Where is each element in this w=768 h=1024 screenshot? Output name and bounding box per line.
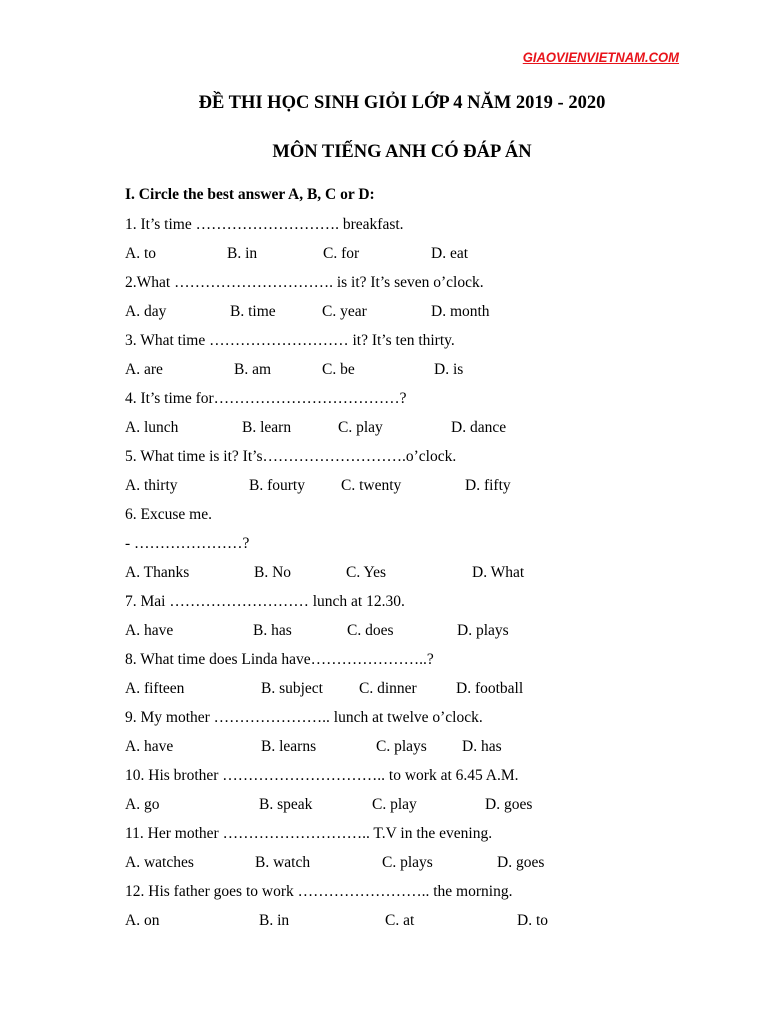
option-a: A. thirty (125, 477, 178, 494)
option-d: D. goes (485, 796, 533, 813)
option-a: A. lunch (125, 419, 179, 436)
option-b: B. No (254, 564, 292, 581)
question-text: 6. Excuse me. (125, 506, 212, 523)
option-d: D. plays (457, 622, 509, 639)
option-b: B. speak (259, 796, 313, 813)
page-title: ĐỀ THI HỌC SINH GIỎI LỚP 4 NĂM 2019 - 2020 (198, 93, 606, 113)
option-a: A. have (125, 738, 174, 755)
option-a: A. on (125, 912, 160, 929)
question-text-reply: - …………………? (125, 535, 250, 552)
option-b: B. in (227, 245, 258, 262)
option-b: B. time (230, 303, 276, 320)
option-c: C. be (322, 361, 355, 378)
option-d: D. fifty (465, 477, 511, 494)
option-c: C. play (372, 796, 417, 813)
question-text: 5. What time is it? It’s……………………….o’clock. (125, 448, 457, 465)
question-text: 11. Her mother ……………………….. T.V in the evening. (125, 825, 493, 842)
option-a: A. fifteen (125, 680, 185, 697)
question-text: 10. His brother ………………………….. to work at 6.45 A.M. (125, 767, 519, 784)
question-text: 4. It’s time for………………………………? (125, 390, 407, 407)
option-b: B. am (234, 361, 272, 378)
option-a: A. go (125, 796, 160, 813)
option-c: C. plays (376, 738, 427, 755)
option-c: C. twenty (341, 477, 402, 494)
site-watermark: GIAOVIENVIETNAM.COM (522, 49, 679, 65)
option-b: B. learns (261, 738, 317, 755)
option-a: A. watches (125, 854, 194, 871)
option-b: B. has (253, 622, 292, 639)
option-d: D. goes (497, 854, 545, 871)
page-subtitle: MÔN TIẾNG ANH CÓ ĐÁP ÁN (272, 142, 532, 162)
option-a: A. day (125, 303, 167, 320)
question-text: 9. My mother ………………….. lunch at twelve o’clock. (125, 709, 483, 726)
option-b: B. in (259, 912, 290, 929)
option-d: D. is (434, 361, 464, 378)
question-text: 3. What time ……………………… it? It’s ten thirty. (125, 332, 455, 349)
option-a: A. have (125, 622, 174, 639)
option-c: C. year (322, 303, 367, 320)
option-a: A. Thanks (125, 564, 190, 581)
option-b: B. watch (255, 854, 311, 871)
option-c: C. does (347, 622, 394, 639)
option-c: C. Yes (346, 564, 387, 581)
option-d: D. eat (431, 245, 469, 262)
option-c: C. play (338, 419, 383, 436)
option-b: B. fourty (249, 477, 305, 494)
option-b: B. subject (261, 680, 323, 697)
option-d: D. dance (451, 419, 507, 436)
question-text: 2.What …………………………. is it? It’s seven o’clock. (125, 274, 484, 291)
option-c: C. dinner (359, 680, 417, 697)
section-heading: I. Circle the best answer A, B, C or D: (125, 186, 375, 203)
option-c: C. at (385, 912, 415, 929)
option-a: A. to (125, 245, 156, 262)
option-d: D. month (431, 303, 490, 320)
option-d: D. to (517, 912, 548, 929)
option-d: D. has (462, 738, 502, 755)
option-b: B. learn (242, 419, 292, 436)
question-text: 8. What time does Linda have…………………..? (125, 651, 434, 668)
option-c: C. for (323, 245, 360, 262)
option-d: D. football (456, 680, 524, 697)
option-d: D. What (472, 564, 525, 581)
option-c: C. plays (382, 854, 433, 871)
question-text: 1. It’s time ………………………. breakfast. (125, 216, 404, 233)
option-a: A. are (125, 361, 163, 378)
question-text: 12. His father goes to work …………………….. the morning. (125, 883, 513, 900)
question-text: 7. Mai ……………………… lunch at 12.30. (125, 593, 405, 610)
